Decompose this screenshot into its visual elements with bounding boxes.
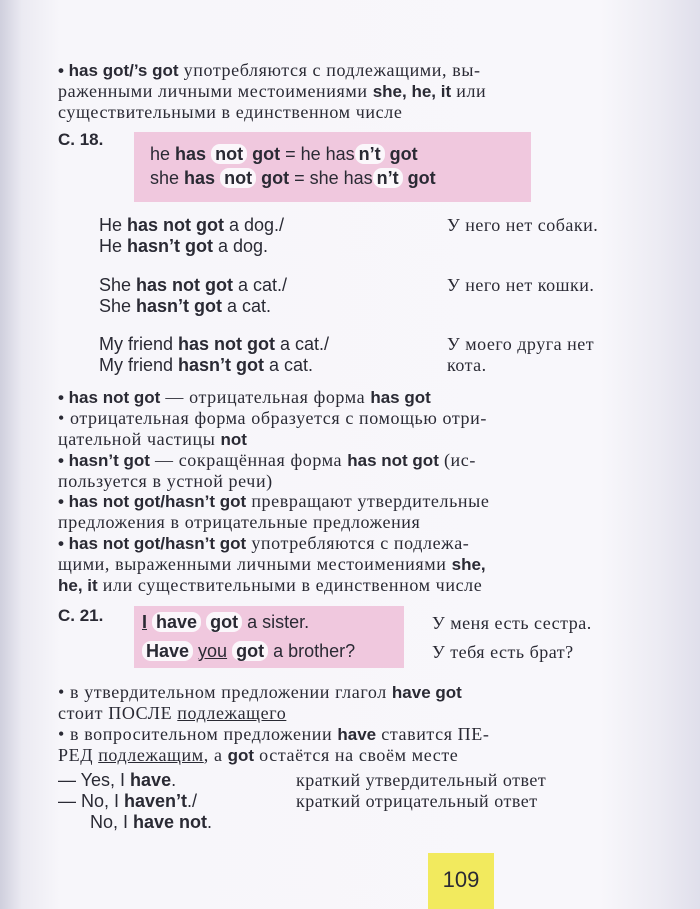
rule-line-1: • has got/’s got употребляются с подлежащими, вы- bbox=[58, 60, 481, 80]
answer-yes: — Yes, I have. bbox=[58, 770, 177, 790]
rule-r2: • отрицательная форма образуется с помощью отри- bbox=[58, 408, 487, 428]
c21-translation-1: У меня есть сестра. bbox=[432, 613, 592, 633]
example-3-translation-2: кота. bbox=[447, 355, 487, 375]
rule-r3: цательной частицы not bbox=[58, 429, 247, 449]
c21-box-row-1: I have got a sister. bbox=[142, 612, 310, 632]
answer-no-full: No, I have not. bbox=[90, 812, 213, 832]
example-2-line-1: She has not got a cat./ bbox=[99, 275, 288, 295]
c21-box-row-2: Have you got a brother? bbox=[142, 641, 355, 662]
example-3-line-1: My friend has not got a cat./ bbox=[99, 334, 330, 354]
rule-line-3: существительными в единственном числе bbox=[58, 102, 403, 122]
answer-yes-desc: краткий утвердительный ответ bbox=[296, 770, 547, 790]
example-1-line-1: He has not got a dog./ bbox=[99, 215, 285, 235]
rule-r10: he, it или существительными в единственном числе bbox=[58, 575, 483, 595]
answer-no: — No, I haven’t./ bbox=[58, 791, 198, 811]
answer-no-desc: краткий отрицательный ответ bbox=[296, 791, 538, 811]
example-1-line-2: He hasn’t got a dog. bbox=[99, 236, 269, 256]
example-2-translation: У него нет кошки. bbox=[447, 275, 595, 295]
c21-translation-2: У тебя есть брат? bbox=[432, 642, 574, 662]
example-2-line-2: She hasn’t got a cat. bbox=[99, 296, 272, 316]
rule-r7: предложения в отрицательные предложения bbox=[58, 512, 421, 532]
c18-pink-box bbox=[134, 132, 531, 202]
rule-line-2: раженными личными местоимениями she, he, it или bbox=[58, 81, 487, 101]
rule-r4: • hasn’t got — сокращённая форма has not got (ис- bbox=[58, 450, 476, 470]
c18-label: С. 18. bbox=[58, 130, 104, 149]
rule-r8: • has not got/hasn’t got употребляются с подлежа- bbox=[58, 533, 470, 553]
c21-pink-box bbox=[134, 606, 404, 668]
tail-t3: • в вопросительном предложении have ставится ПЕ- bbox=[58, 724, 490, 744]
c21-label: С. 21. bbox=[58, 606, 104, 625]
rule-r5: пользуется в устной речи) bbox=[58, 471, 273, 491]
tail-t4: РЕД подлежащим, а got остаётся на своём месте bbox=[58, 745, 459, 765]
tail-t1: • в утвердительном предложении глагол have got bbox=[58, 682, 462, 702]
example-1-translation: У него нет собаки. bbox=[447, 215, 599, 235]
tail-t2: стоит ПОСЛЕ подлежащего bbox=[58, 703, 287, 723]
c18-box-row-1: he has not got = he has n’t got bbox=[150, 144, 418, 164]
rule-r6: • has not got/hasn’t got превращают утвердительные bbox=[58, 491, 490, 511]
rule-r1: • has not got — отрицательная форма has got bbox=[58, 387, 431, 407]
example-3-line-2: My friend hasn’t got a cat. bbox=[99, 355, 314, 375]
page-number: 109 bbox=[428, 853, 494, 909]
c18-box-row-2: she has not got = she has n’t got bbox=[150, 168, 436, 188]
rule-r9: щими, выраженными личными местоимениями she, bbox=[58, 554, 486, 574]
example-3-translation-1: У моего друга нет bbox=[447, 334, 595, 354]
